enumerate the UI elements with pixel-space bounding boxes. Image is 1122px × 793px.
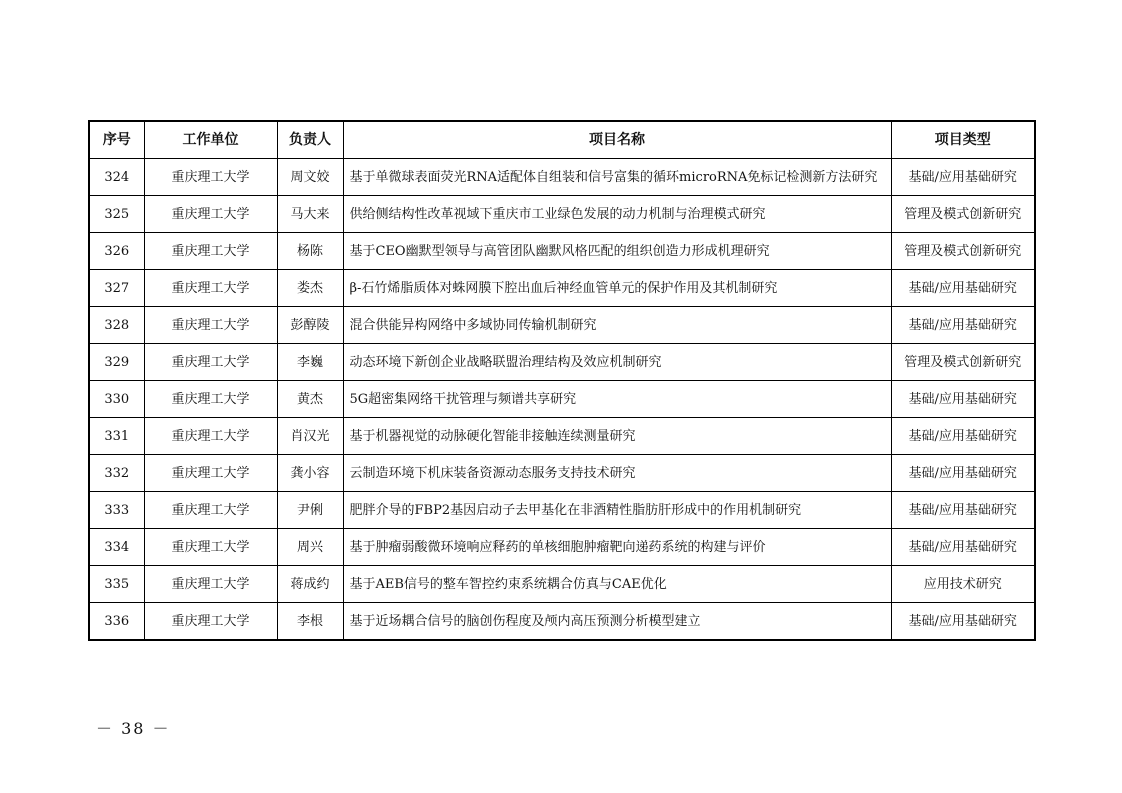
cell-type: 管理及模式创新研究 — [891, 196, 1035, 233]
cell-project: 云制造环境下机床装备资源动态服务支持技术研究 — [343, 455, 891, 492]
cell-type: 基础/应用基础研究 — [891, 492, 1035, 529]
cell-project: 基于机器视觉的动脉硬化智能非接触连续测量研究 — [343, 418, 891, 455]
table-row — [89, 196, 1035, 233]
cell-leader: 娄杰 — [277, 270, 343, 307]
cell-seq: 332 — [89, 455, 144, 492]
cell-unit: 重庆理工大学 — [144, 270, 277, 307]
cell-type: 管理及模式创新研究 — [891, 233, 1035, 270]
project-table — [88, 120, 1036, 641]
cell-unit: 重庆理工大学 — [144, 492, 277, 529]
cell-type: 基础/应用基础研究 — [891, 159, 1035, 196]
cell-unit: 重庆理工大学 — [144, 529, 277, 566]
table-row — [89, 233, 1035, 270]
header-leader: 负责人 — [277, 121, 343, 159]
cell-project: β-石竹烯脂质体对蛛网膜下腔出血后神经血管单元的保护作用及其机制研究 — [343, 270, 891, 307]
cell-leader: 周兴 — [277, 529, 343, 566]
table-body — [89, 159, 1035, 641]
cell-unit: 重庆理工大学 — [144, 307, 277, 344]
cell-type: 基础/应用基础研究 — [891, 381, 1035, 418]
cell-seq: 334 — [89, 529, 144, 566]
header-project: 项目名称 — [343, 121, 891, 159]
cell-unit: 重庆理工大学 — [144, 381, 277, 418]
cell-project: 基于单微球表面荧光RNA适配体自组装和信号富集的循环microRNA免标记检测新方法研究 — [343, 159, 891, 196]
header-unit: 工作单位 — [144, 121, 277, 159]
cell-leader: 李巍 — [277, 344, 343, 381]
table-row — [89, 492, 1035, 529]
table-row — [89, 270, 1035, 307]
cell-seq: 335 — [89, 566, 144, 603]
table-row — [89, 603, 1035, 641]
cell-leader: 杨陈 — [277, 233, 343, 270]
header-type: 项目类型 — [891, 121, 1035, 159]
cell-leader: 肖汉光 — [277, 418, 343, 455]
cell-unit: 重庆理工大学 — [144, 196, 277, 233]
cell-seq: 326 — [89, 233, 144, 270]
cell-project: 混合供能异构网络中多域协同传输机制研究 — [343, 307, 891, 344]
cell-type: 基础/应用基础研究 — [891, 529, 1035, 566]
cell-seq: 330 — [89, 381, 144, 418]
cell-type: 基础/应用基础研究 — [891, 455, 1035, 492]
table-row — [89, 159, 1035, 196]
cell-project: 基于近场耦合信号的脑创伤程度及颅内高压预测分析模型建立 — [343, 603, 891, 641]
cell-project: 基于肿瘤弱酸微环境响应释药的单核细胞肿瘤靶向递药系统的构建与评价 — [343, 529, 891, 566]
table-row — [89, 344, 1035, 381]
cell-type: 基础/应用基础研究 — [891, 603, 1035, 641]
table-row — [89, 455, 1035, 492]
cell-leader: 周文姣 — [277, 159, 343, 196]
cell-unit: 重庆理工大学 — [144, 159, 277, 196]
cell-seq: 329 — [89, 344, 144, 381]
cell-project: 基于AEB信号的整车智控约束系统耦合仿真与CAE优化 — [343, 566, 891, 603]
cell-type: 应用技术研究 — [891, 566, 1035, 603]
cell-seq: 324 — [89, 159, 144, 196]
cell-project: 供给侧结构性改革视域下重庆市工业绿色发展的动力机制与治理模式研究 — [343, 196, 891, 233]
cell-leader: 马大来 — [277, 196, 343, 233]
cell-seq: 328 — [89, 307, 144, 344]
cell-leader: 黄杰 — [277, 381, 343, 418]
cell-seq: 336 — [89, 603, 144, 641]
cell-project: 5G超密集网络干扰管理与频谱共享研究 — [343, 381, 891, 418]
table-row — [89, 529, 1035, 566]
cell-seq: 333 — [89, 492, 144, 529]
table-row — [89, 418, 1035, 455]
cell-seq: 331 — [89, 418, 144, 455]
cell-seq: 325 — [89, 196, 144, 233]
table-header-row — [89, 121, 1035, 159]
cell-type: 基础/应用基础研究 — [891, 270, 1035, 307]
header-seq: 序号 — [89, 121, 144, 159]
cell-type: 基础/应用基础研究 — [891, 307, 1035, 344]
table-row — [89, 381, 1035, 418]
cell-leader: 彭醇陵 — [277, 307, 343, 344]
cell-unit: 重庆理工大学 — [144, 566, 277, 603]
page-number: － 38 － — [96, 719, 171, 738]
cell-project: 动态环境下新创企业战略联盟治理结构及效应机制研究 — [343, 344, 891, 381]
cell-type: 管理及模式创新研究 — [891, 344, 1035, 381]
cell-project: 基于CEO幽默型领导与高管团队幽默风格匹配的组织创造力形成机理研究 — [343, 233, 891, 270]
table-row — [89, 566, 1035, 603]
cell-unit: 重庆理工大学 — [144, 418, 277, 455]
cell-type: 基础/应用基础研究 — [891, 418, 1035, 455]
cell-unit: 重庆理工大学 — [144, 603, 277, 641]
cell-seq: 327 — [89, 270, 144, 307]
cell-leader: 龚小容 — [277, 455, 343, 492]
table-row — [89, 307, 1035, 344]
cell-unit: 重庆理工大学 — [144, 344, 277, 381]
cell-unit: 重庆理工大学 — [144, 455, 277, 492]
cell-unit: 重庆理工大学 — [144, 233, 277, 270]
cell-project: 肥胖介导的FBP2基因启动子去甲基化在非酒精性脂肪肝形成中的作用机制研究 — [343, 492, 891, 529]
cell-leader: 蒋成约 — [277, 566, 343, 603]
cell-leader: 尹俐 — [277, 492, 343, 529]
cell-leader: 李根 — [277, 603, 343, 641]
